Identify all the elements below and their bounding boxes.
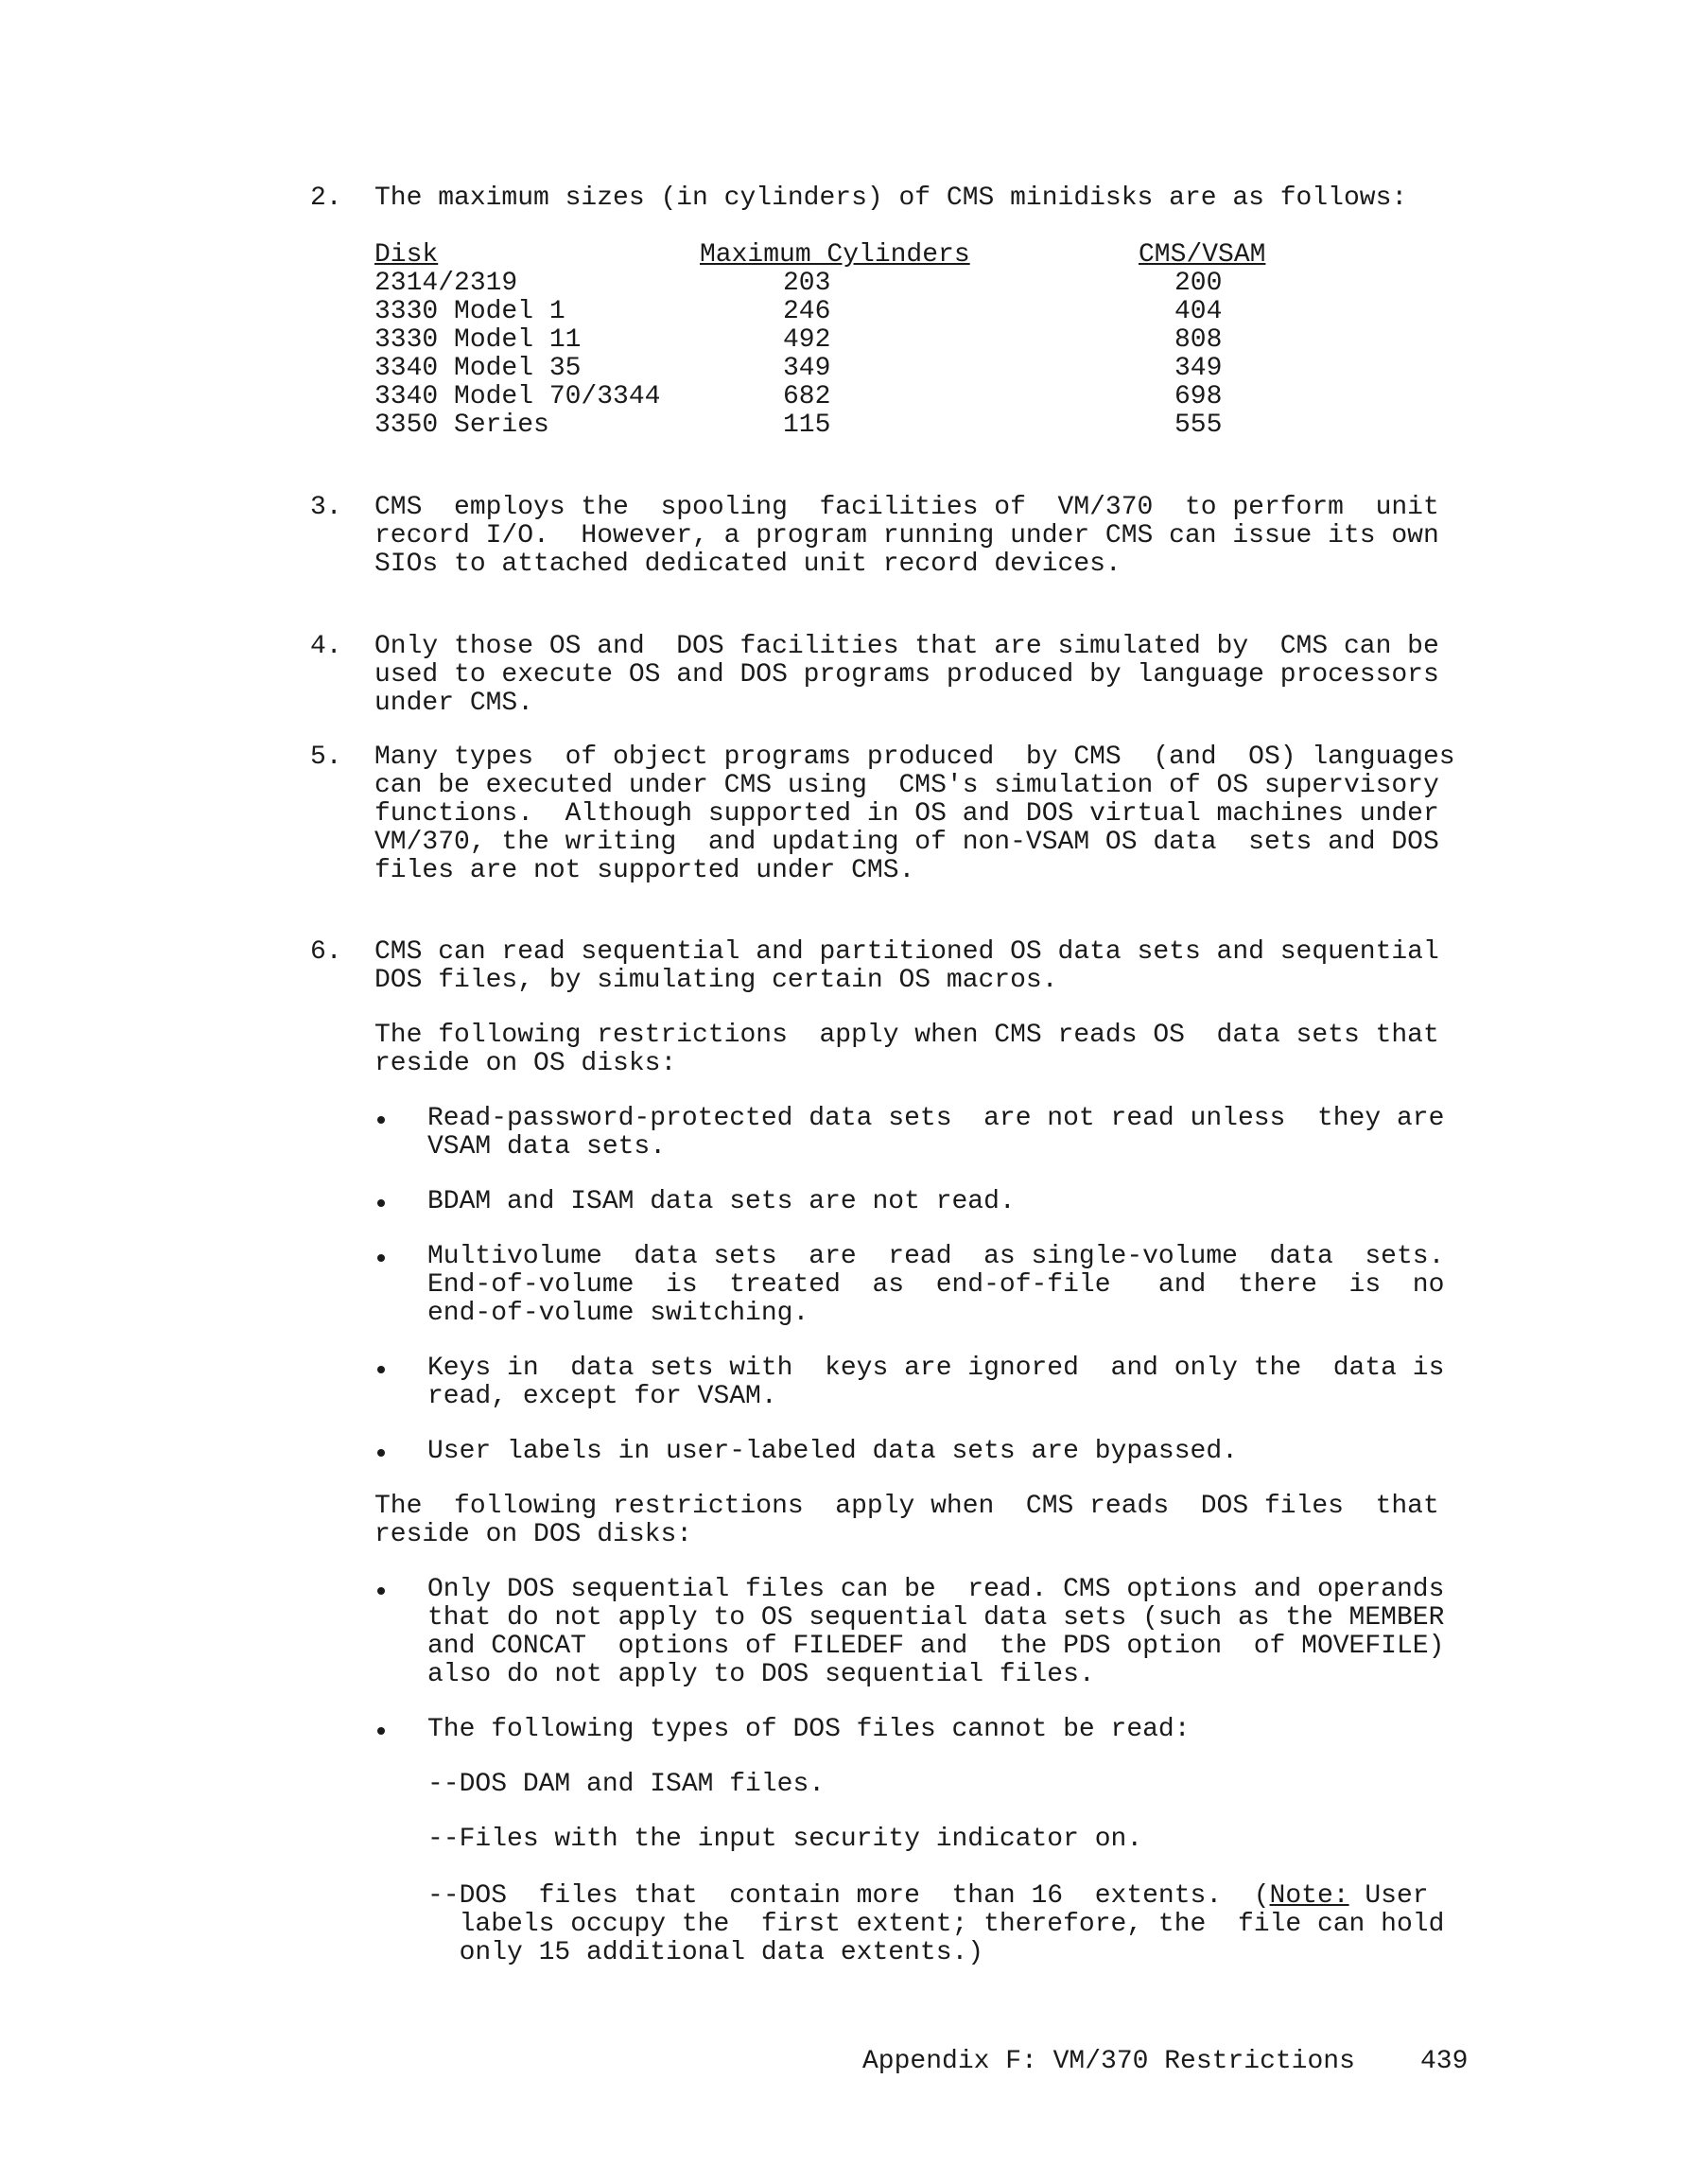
dash-item-line: only 15 additional data extents.) (427, 1938, 984, 1967)
bullet-line: end-of-volume switching. (427, 1299, 809, 1328)
table-cell: 3340 Model 35 (374, 354, 582, 383)
paragraph-line: Many types of object programs produced by CMS (and OS) languages (374, 743, 1455, 772)
dash-item: --DOS DAM and ISAM files. (427, 1770, 826, 1799)
paragraph-line: The following restrictions apply when CMS reads OS data sets that (374, 1021, 1439, 1050)
item-number: 6. (310, 937, 342, 967)
bullet-line: and CONCAT options of FILEDEF and the PDS option of MOVEFILE) (427, 1632, 1445, 1661)
bullet-icon (377, 1199, 385, 1207)
dash-text: --DOS files that contain more than 16 extents. ( (427, 1881, 1270, 1911)
table-cell: 698 (1174, 382, 1223, 411)
paragraph-line: DOS files, by simulating certain OS macros. (374, 966, 1058, 995)
paragraph-line: SIOs to attached dedicated unit record devices. (374, 550, 1122, 579)
dash-item (427, 1882, 1429, 1911)
paragraph-line: The following restrictions apply when CMS reads DOS files that (374, 1492, 1439, 1521)
paragraph-line: Only those OS and DOS facilities that are simulated by CMS can be (374, 632, 1439, 661)
item-number: 3. (310, 493, 342, 522)
table-header-max-cylinders: Maximum Cylinders (700, 240, 970, 270)
page-number: 439 (1420, 2047, 1469, 2076)
footer-title: Appendix F: VM/370 Restrictions (862, 2047, 1355, 2076)
table-cell: 808 (1174, 325, 1223, 355)
paragraph-line: can be executed under CMS using CMS's simulation of OS supervisory (374, 771, 1439, 800)
bullet-line: Multivolume data sets are read as single-volume data sets. (427, 1242, 1445, 1271)
bullet-icon (377, 1449, 385, 1457)
table-cell: 246 (783, 297, 831, 326)
table-cell: 3330 Model 11 (374, 325, 582, 355)
bullet-icon (377, 1727, 385, 1735)
table-cell: 115 (783, 411, 831, 440)
bullet-line: User labels in user-labeled data sets are bypassed. (427, 1437, 1238, 1466)
table-cell: 349 (1174, 354, 1223, 383)
paragraph-line: functions. Although supported in OS and DOS virtual machines under (374, 799, 1439, 829)
paragraph-line: under CMS. (374, 689, 534, 718)
bullet-icon (377, 1366, 385, 1373)
paragraph-line: used to execute OS and DOS programs produced by language processors (374, 660, 1439, 690)
bullet-icon (377, 1116, 385, 1124)
table-cell: 404 (1174, 297, 1223, 326)
table-cell: 682 (783, 382, 831, 411)
bullet-icon (377, 1254, 385, 1262)
paragraph-line: CMS can read sequential and partitioned OS data sets and sequential (374, 937, 1439, 967)
paragraph-line: record I/O. However, a program running under CMS can issue its own (374, 521, 1439, 550)
paragraph-line: files are not supported under CMS. (374, 856, 915, 885)
table-cell: 3330 Model 1 (374, 297, 565, 326)
bullet-line: also do not apply to DOS sequential files. (427, 1660, 1095, 1689)
table-cell: 3350 Series (374, 411, 549, 440)
bullet-line: Read-password-protected data sets are not read unless they are (427, 1104, 1445, 1133)
dash-item-line: labels occupy the first extent; therefore, the file can hold (427, 1910, 1445, 1939)
bullet-line: End-of-volume is treated as end-of-file and there is no (427, 1270, 1445, 1300)
table-cell: 492 (783, 325, 831, 355)
table-cell: 555 (1174, 411, 1223, 440)
item-number: 2. (310, 183, 342, 213)
table-cell: 203 (783, 269, 831, 298)
bullet-line: Keys in data sets with keys are ignored and only the data is (427, 1354, 1445, 1383)
table-cell: 349 (783, 354, 831, 383)
table-cell: 3340 Model 70/3344 (374, 382, 661, 411)
item-number: 5. (310, 743, 342, 772)
bullet-line: VSAM data sets. (427, 1132, 667, 1162)
item-text: The maximum sizes (in cylinders) of CMS minidisks are as follows: (374, 183, 1408, 213)
note-label: Note: (1269, 1881, 1349, 1911)
paragraph-line: VM/370, the writing and updating of non-VSAM OS data sets and DOS (374, 828, 1439, 857)
table-header-disk: Disk (374, 240, 439, 270)
dash-text: User (1348, 1881, 1429, 1911)
item-number: 4. (310, 632, 342, 661)
paragraph-line: reside on DOS disks: (374, 1520, 693, 1549)
table-cell: 200 (1174, 269, 1223, 298)
paragraph-line: CMS employs the spooling facilities of VM/370 to perform unit (374, 493, 1439, 522)
bullet-line: read, except for VSAM. (427, 1382, 777, 1411)
table-header-cms-vsam: CMS/VSAM (1139, 240, 1266, 270)
paragraph-line: reside on OS disks: (374, 1049, 677, 1078)
bullet-line: The following types of DOS files cannot be read: (427, 1715, 1191, 1744)
bullet-line: that do not apply to OS sequential data sets (such as the MEMBER (427, 1603, 1445, 1633)
dash-item: --Files with the input security indicator on. (427, 1825, 1143, 1854)
bullet-line: Only DOS sequential files can be read. CMS options and operands (427, 1575, 1445, 1604)
bullet-line: BDAM and ISAM data sets are not read. (427, 1187, 1016, 1216)
table-cell: 2314/2319 (374, 269, 518, 298)
bullet-icon (377, 1587, 385, 1595)
